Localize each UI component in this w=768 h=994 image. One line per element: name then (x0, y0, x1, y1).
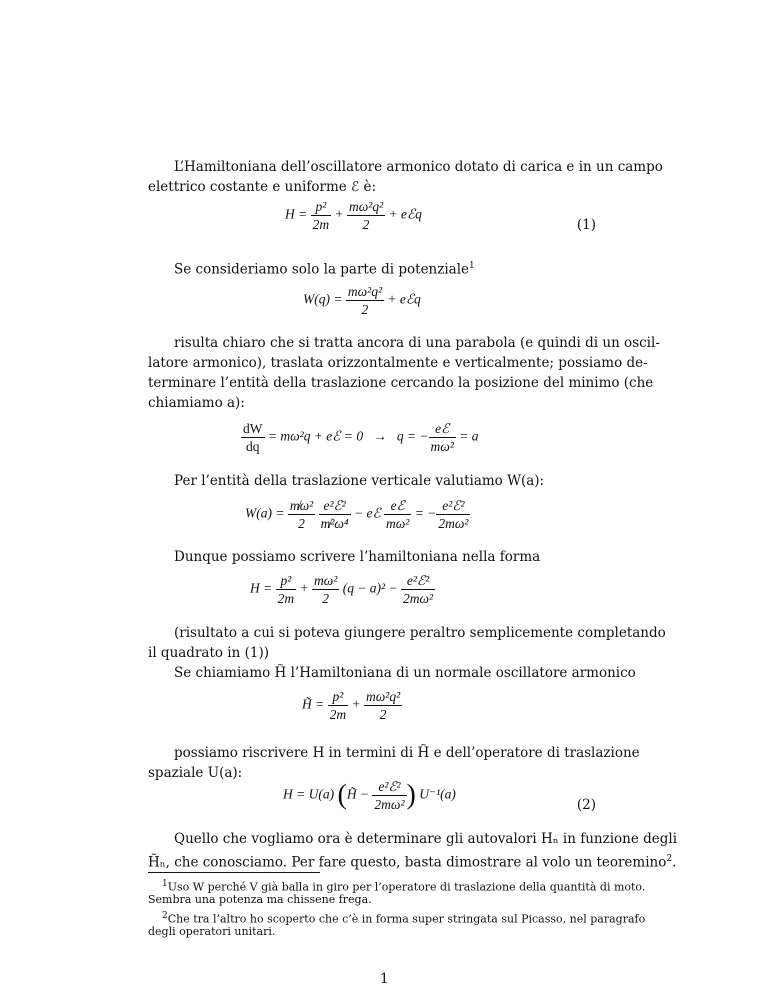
intro-line-2: elettrico costante e uniforme ℰ è: (148, 179, 377, 195)
paragraph-2-line-4: chiamiamo a): (148, 395, 245, 411)
equation-wq: W(q) = $\frac{\text{mω²q²}}{2}$ + eℰq (303, 284, 421, 317)
paragraph-5-line-1: Quello che vogliamo ora è determinare gli autovalori Hₙ in funzione degli (174, 831, 678, 847)
footnote-1-line-2: Sembra una potenza ma chissene frega. (148, 893, 372, 906)
equation-wa: W(a) = $\frac{\text{m̸ω²}}{2}$ $\frac{\text{e²ℰ²}}{\text{m̸²ω⁴}}$ − eℰ $\frac{\text{eℰ}}{\text{mω²}}$ = − $\frac{\text{e²ℰ²}}{\text{2mω²}}$ (245, 498, 469, 531)
paragraph-3-line-2: il quadrato in (1)) (148, 645, 269, 661)
paragraph-4-line-1: possiamo riscrivere H in termini di H̃ e dell’operatore di traslazione (174, 745, 640, 761)
intro-line-1: L’Hamiltoniana dell’oscillatore armonico dotato di carica e in un campo (174, 159, 663, 175)
paragraph-5-line-2: H̃ₙ, che conosciamo. Per fare questo, basta dimostrare al volo un teoremino$^2$. (148, 854, 677, 871)
equation-1-number: (1) (576, 217, 596, 233)
paragraph-3-line-3: Se chiamiamo H̃ l’Hamiltoniana di un normale oscillatore armonico (174, 665, 636, 681)
paragraph-2-line-1: risulta chiaro che si tratta ancora di una parabola (e quindi di un oscil- (174, 335, 660, 351)
paragraph-3-line-1: (risultato a cui si poteva giungere peraltro semplicemente completando (174, 625, 666, 641)
vertical-translation-sentence: Per l’entità della traslazione verticale valutiamo W(a): (174, 473, 545, 489)
paragraph-2-line-3: terminare l’entità della traslazione cercando la posizione del minimo (che (148, 375, 654, 391)
equation-1: H = $\frac{\text{p²}}{2m}$ + $\frac{\text{mω²q²}}{2}$ + eℰq (285, 199, 422, 232)
equation-2-number: (2) (576, 797, 596, 813)
footnote-1-line-1: $^1$Uso W perché V già balla in giro per l’operatore di traslazione della quantità di moto. (162, 879, 646, 894)
paragraph-4-line-2: spaziale U(a): (148, 765, 243, 781)
page-number: 1 (380, 971, 389, 987)
equation-minimum: $\frac{dW}{dq}$ = mω²q + eℰ = 0 → q = − $\frac{\text{eℰ}}{\text{mω²}}$ = a (243, 421, 479, 454)
equation-h-square: H = $\frac{\text{p²}}{2m}$ + $\frac{\text{mω²}}{2}$ (q − a)² − $\frac{\text{e²ℰ²}}{\text{2mω²}}$ (250, 573, 434, 606)
potential-sentence: Se consideriamo solo la parte di potenziale$^1$ (174, 261, 475, 278)
equation-2: H = U(a) (H̃ − $\frac{\text{e²ℰ²}}{\text{2mω²}}$ ) U⁻¹(a) (283, 779, 456, 812)
paragraph-2-line-2: latore armonico), traslata orizzontalmente e verticalmente; possiamo de- (148, 355, 648, 371)
footnote-2-line-2: degli operatori unitari. (148, 925, 276, 938)
footnote-2-line-1: $^2$Che tra l’altro ho scoperto che c’è in forma super stringata sul Picasso, nel paragrafo (162, 911, 646, 926)
equation-h-tilde: H̃ = $\frac{\text{p²}}{2m}$ + $\frac{\text{mω²q²}}{2}$ (302, 689, 401, 722)
footnote-rule (148, 872, 320, 873)
dunque-sentence: Dunque possiamo scrivere l’hamiltoniana nella forma (174, 549, 541, 565)
